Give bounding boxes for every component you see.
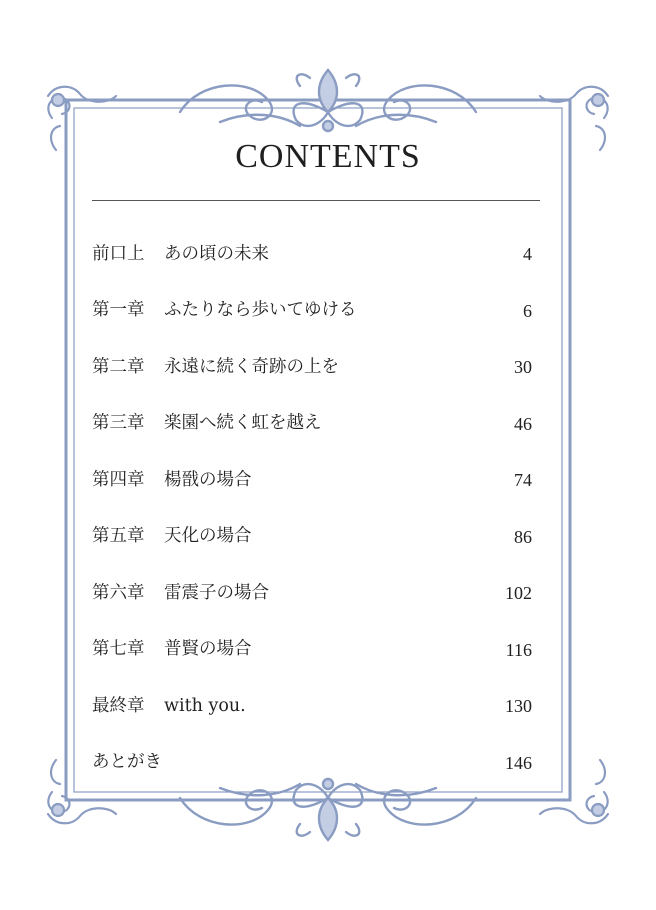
- toc-entry[interactable]: [92, 226, 532, 283]
- page-number: 146: [505, 752, 532, 773]
- chapter-label: 第五章: [92, 526, 145, 546]
- chapter-label: 最終章: [92, 695, 145, 716]
- chapter-label: 前口上: [92, 243, 145, 264]
- chapter-label: 第四章: [92, 469, 145, 490]
- page-number: 6: [523, 300, 532, 321]
- page-number: 130: [505, 696, 532, 717]
- toc-entry[interactable]: [92, 339, 532, 396]
- toc-entry[interactable]: [92, 396, 532, 453]
- page-number: 86: [514, 526, 532, 547]
- chapter-title: 雷震子の場合: [164, 582, 269, 603]
- title-divider: [92, 200, 540, 201]
- chapter-label: 第二章: [92, 356, 145, 377]
- chapter-title: あの頃の未来: [164, 243, 269, 264]
- page-title: CONTENTS: [235, 138, 421, 175]
- toc-entry[interactable]: [92, 622, 532, 679]
- page-number: 116: [505, 639, 532, 660]
- chapter-label: 第一章: [92, 300, 145, 320]
- toc-entry[interactable]: [92, 735, 532, 792]
- chapter-title: 普賢の場合: [164, 639, 252, 659]
- chapter-title: 天化の場合: [164, 526, 252, 546]
- toc-entry[interactable]: [92, 283, 532, 340]
- toc-entry[interactable]: [92, 509, 532, 566]
- chapter-title: with you.: [164, 695, 246, 716]
- toc-entry[interactable]: [92, 565, 532, 622]
- chapter-label: 第六章: [92, 582, 145, 603]
- toc-entry[interactable]: [92, 452, 532, 509]
- chapter-title: ふたりなら歩いてゆける: [164, 300, 357, 320]
- page-number: 74: [514, 470, 532, 491]
- page-number: 4: [523, 244, 532, 265]
- page-number: 30: [514, 357, 532, 378]
- page-number: 46: [514, 413, 532, 434]
- chapter-title: 楊戩の場合: [164, 469, 252, 490]
- chapter-label: 第七章: [92, 639, 145, 659]
- chapter-title: 楽園へ続く虹を越え: [164, 413, 322, 433]
- chapter-label: 第三章: [92, 413, 145, 433]
- page-number: 102: [505, 583, 532, 604]
- toc-entry[interactable]: [92, 678, 532, 735]
- chapter-title: 永遠に続く奇跡の上を: [164, 356, 339, 377]
- table-of-contents: [92, 226, 532, 791]
- chapter-label: あとがき: [92, 752, 162, 772]
